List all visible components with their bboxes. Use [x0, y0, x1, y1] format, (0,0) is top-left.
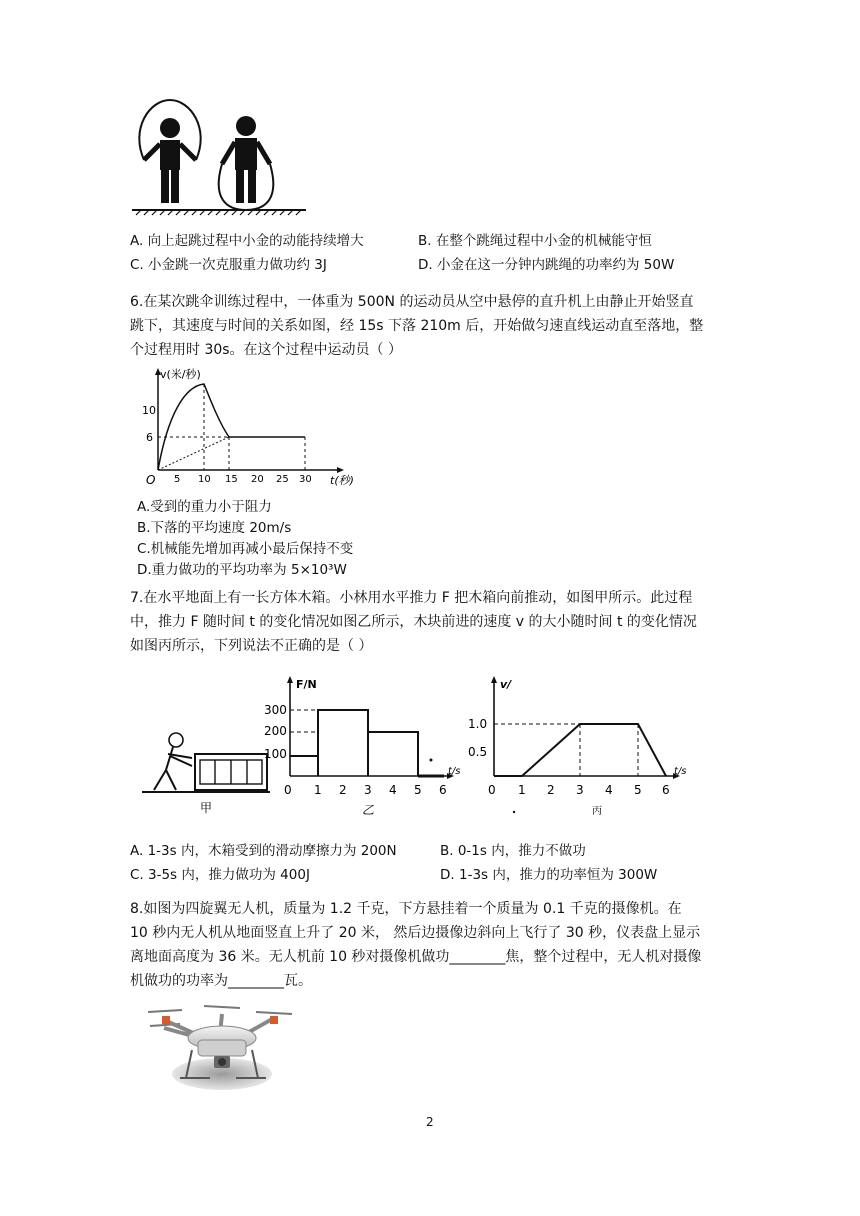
q6-graph-xtick-10: 10	[198, 474, 211, 485]
q7-yi-ylabel: F/N	[296, 678, 317, 691]
q7-jia-caption: 甲	[200, 801, 213, 815]
q7-option-c: C. 3-5s 内，推力做功为 400J	[130, 867, 310, 883]
q7-stem-line-3: 如图丙所示，下列说法不正确的是（ ）	[130, 638, 373, 654]
q7-yi-xtick-4: 4	[389, 783, 397, 797]
q6-option-c: C.机械能先增加再减小最后保持不变	[137, 541, 354, 557]
q6-graph-xlabel: t(秒)	[330, 474, 354, 487]
q7-stem-line-1: 7.在水平地面上有一长方体木箱。小林用水平推力 F 把木箱向前推动，如图甲所示。此过程	[130, 590, 693, 606]
q7-bing-xtick-1: 1	[518, 783, 526, 797]
q7-bing-caption: 丙	[592, 806, 602, 817]
q7-yi-xtick-6: 6	[439, 783, 447, 797]
q5-option-b: B. 在整个跳绳过程中小金的机械能守恒	[418, 233, 652, 249]
q6-option-d: D.重力做功的平均功率为 5×10³W	[137, 562, 347, 578]
q7-figure-yi-force-time	[262, 672, 472, 822]
q7-yi-ytick-300: 300	[264, 703, 287, 717]
q7-yi-caption: 乙	[362, 803, 375, 817]
q7-yi-xtick-2: 2	[339, 783, 347, 797]
q8-stem-line-3: 离地面高度为 36 米。无人机前 10 秒对摄像机做功________焦，整个过程中，无人机对摄像	[130, 949, 702, 965]
q7-bing-xtick-2: 2	[547, 783, 555, 797]
q7-figure-bing-velocity-time	[462, 672, 702, 822]
q6-graph-xtick-25: 25	[276, 474, 289, 485]
q6-graph-xtick-30: 30	[299, 474, 312, 485]
q7-bing-xlabel: t/s	[674, 766, 687, 777]
q7-yi-xtick-0: 0	[284, 783, 292, 797]
q6-option-a: A.受到的重力小于阻力	[137, 499, 272, 515]
q6-graph-xtick-5: 5	[174, 474, 181, 485]
drone-image	[140, 1000, 300, 1096]
q7-yi-xtick-1: 1	[314, 783, 322, 797]
q7-bing-ytick-1: 1.0	[468, 717, 488, 731]
q7-yi-xtick-5: 5	[414, 783, 422, 797]
q7-yi-xtick-3: 3	[364, 783, 372, 797]
q7-bing-xtick-5: 5	[634, 783, 642, 797]
jump-rope-figure	[130, 98, 310, 216]
q7-option-d: D. 1-3s 内，推力的功率恒为 300W	[440, 867, 658, 883]
q5-option-c: C. 小金跳一次克服重力做功约 3J	[130, 257, 327, 273]
q6-option-b: B.下落的平均速度 20m/s	[137, 520, 292, 536]
q8-stem-line-1: 8.如图为四旋翼无人机，质量为 1.2 千克，下方悬挂着一个质量为 0.1 千克的摄像机。在	[130, 901, 682, 917]
q7-option-a: A. 1-3s 内，木箱受到的滑动摩擦力为 200N	[130, 843, 397, 859]
q7-stem-line-2: 中，推力 F 随时间 t 的变化情况如图乙所示，木块前进的速度 v 的大小随时间 t 的变化情况	[130, 614, 697, 630]
q6-graph-xtick-15: 15	[225, 474, 238, 485]
q6-stem-line-1: 6.在某次跳伞训练过程中，一体重为 500N 的运动员从空中悬停的直升机上由静止开始竖直	[130, 294, 694, 310]
q6-stem-line-3: 个过程用时 30s。在这个过程中运动员（ ）	[130, 342, 403, 358]
q6-graph-ylabel: v(米/秒)	[160, 368, 201, 381]
q6-graph-ytick-10: 10	[142, 404, 156, 417]
q7-figure-jia	[140, 720, 275, 816]
q7-bing-ytick-05: 0.5	[468, 745, 488, 759]
q6-stem-line-2: 跳下，其速度与时间的关系如图，经 15s 下落 210m 后，开始做匀速直线运动直至落地，整	[130, 318, 704, 334]
q7-yi-xlabel: t/s	[448, 766, 461, 777]
q7-bing-xtick-3: 3	[576, 783, 584, 797]
q6-graph-ytick-6: 6	[146, 431, 153, 444]
q7-bing-ylabel: v/	[500, 678, 512, 691]
q6-graph-origin: O	[146, 473, 156, 487]
q6-velocity-time-graph	[140, 364, 360, 488]
q6-graph-xtick-20: 20	[251, 474, 264, 485]
q8-stem-line-2: 10 秒内无人机从地面竖直上升了 20 米， 然后边摄像边斜向上飞行了 30 秒，仪表盘上显示	[130, 925, 701, 941]
q7-bing-xtick-0: 0	[488, 783, 496, 797]
page-number: 2	[426, 1115, 434, 1129]
q7-bing-xtick-4: 4	[605, 783, 613, 797]
q5-option-d: D. 小金在这一分钟内跳绳的功率约为 50W	[418, 257, 675, 273]
q7-option-b: B. 0-1s 内，推力不做功	[440, 843, 586, 859]
q7-bing-xtick-6: 6	[662, 783, 670, 797]
q5-option-a: A. 向上起跳过程中小金的动能持续增大	[130, 233, 364, 249]
q7-yi-ytick-100: 100	[264, 747, 287, 761]
q7-yi-ytick-200: 200	[264, 724, 287, 738]
q8-stem-line-4: 机做功的功率为________瓦。	[130, 973, 312, 989]
